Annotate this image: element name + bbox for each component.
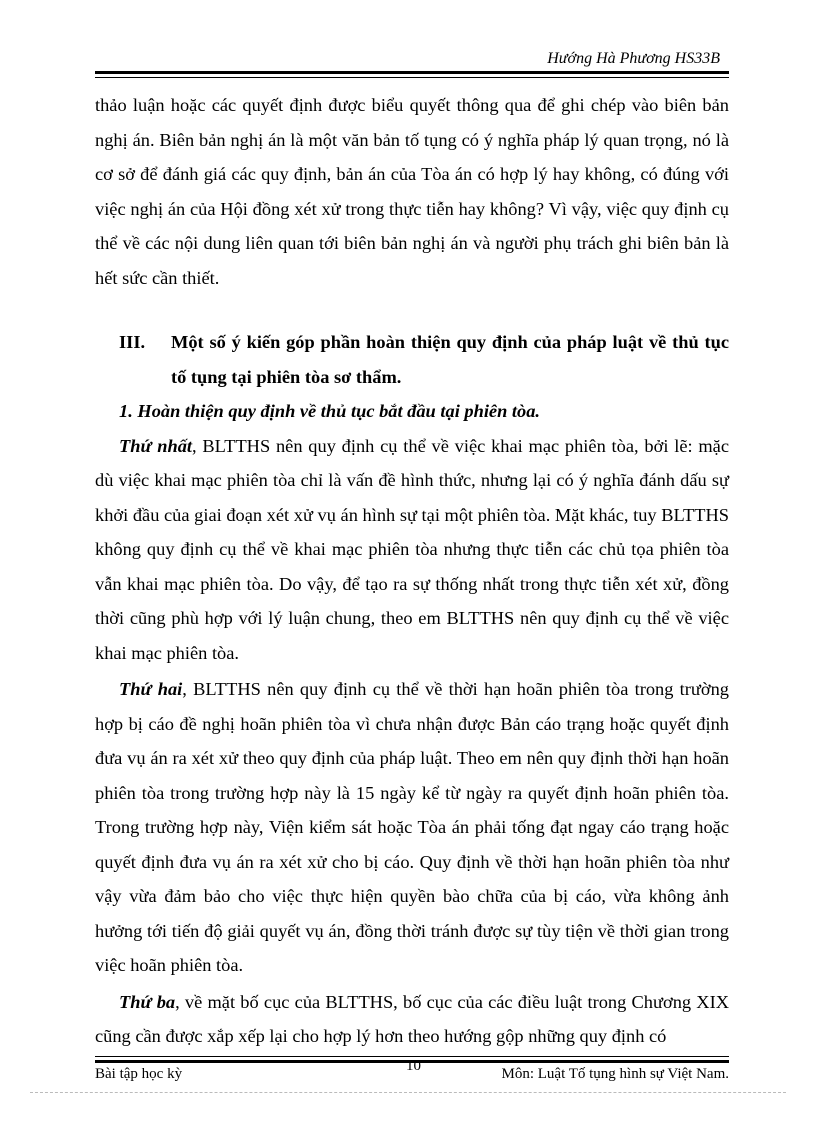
section-title: Một số ý kiến góp phần hoàn thiện quy định của pháp luật về thủ tục tố tụng tại phiên tòa sơ thẩm.	[171, 332, 729, 387]
paragraph-text: , BLTTHS nên quy định cụ thể về thời hạn hoãn phiên tòa trong trường hợp bị cáo đề nghị hoãn phiên tòa vì chưa nhận được Bản cáo trạng hoặc quyết định đưa vụ án ra xét xử theo quy định của pháp luật. Theo em nên quy định thời hạn hoãn phiên tòa trong trường hợp này là 15 ngày kể từ ngày ra quyết định hoãn phiên tòa. Trong trường hợp này, Viện kiểm sát hoặc Tòa án phải tống đạt ngay cáo trạng hoặc quyết định đưa vụ án ra xét xử cho bị cáo. Quy định về thời hạn hoãn phiên tòa như vậy vừa đảm bảo cho việc thực hiện quyền bào chữa của bị cáo, vừa không ảnh hưởng tới tiến độ giải quyết vụ án, đồng thời tránh được sự tùy tiện về thời gian trong việc hoãn phiên tòa.	[95, 679, 729, 975]
section-heading	[119, 325, 729, 394]
footer-left: Bài tập học kỳ	[95, 1066, 183, 1082]
footer-rule-thin	[95, 1056, 729, 1057]
document-body	[95, 88, 729, 1054]
paragraph-second	[95, 672, 729, 983]
page-bottom-divider	[30, 1092, 786, 1093]
paragraph-lead: Thứ nhất	[119, 435, 193, 456]
paragraph-third	[95, 985, 729, 1054]
header-rule-thick	[95, 71, 729, 74]
page-number: 10	[406, 1058, 421, 1074]
paragraph-text: , về mặt bố cục của BLTTHS, bố cục của các điều luật trong Chương XIX cũng cần được xắp xếp lại cho hợp lý hơn theo hướng gộp những quy định có	[95, 991, 729, 1046]
subheading: 1. Hoàn thiện quy định về thủ tục bắt đầu tại phiên tòa.	[119, 401, 541, 421]
paragraph-lead: Thứ ba	[119, 991, 176, 1012]
paragraph-text: , BLTTHS nên quy định cụ thể về việc khai mạc phiên tòa, bởi lẽ: mặc dù việc khai mạc phiên tòa chỉ là vấn đề hình thức, nhưng lại có ý nghĩa đánh dấu sự khởi đầu của giai đoạn xét xử vụ án hình sự tại một phiên tòa. Mặt khác, tuy BLTTHS không quy định cụ thể về khai mạc phiên tòa nhưng thực tiễn các chủ tọa phiên tòa vẫn khai mạc phiên tòa. Do vậy, để tạo ra sự thống nhất trong thực tiễn xét xử, đồng thời cũng phù hợp với lý luận chung, theo em BLTTHS nên quy định cụ thể về việc khai mạc phiên tòa.	[95, 435, 729, 663]
paragraph-continued: thảo luận hoặc các quyết định được biểu quyết thông qua để ghi chép vào biên bản nghị án. Biên bản nghị án là một văn bản tố tụng có ý nghĩa pháp lý quan trọng, nó là cơ sở để đánh giá các quy định, bản án của Tòa án có hợp lý hay không, có đúng với việc nghị án của Hội đồng xét xử trong thực tiễn hay không? Vì vậy, việc quy định cụ thể về các nội dung liên quan tới biên bản nghị án và người phụ trách ghi biên bản là hết sức cần thiết.	[95, 95, 729, 288]
paragraph-lead: Thứ hai	[119, 679, 183, 699]
footer-right: Môn: Luật Tố tụng hình sự Việt Nam.	[501, 1066, 729, 1082]
header-rule-thin	[95, 77, 729, 78]
section-number: III.	[119, 332, 146, 352]
spacer	[95, 295, 729, 325]
paragraph-first	[95, 429, 729, 671]
header-author: Hướng Hà Phương HS33B	[547, 50, 720, 67]
